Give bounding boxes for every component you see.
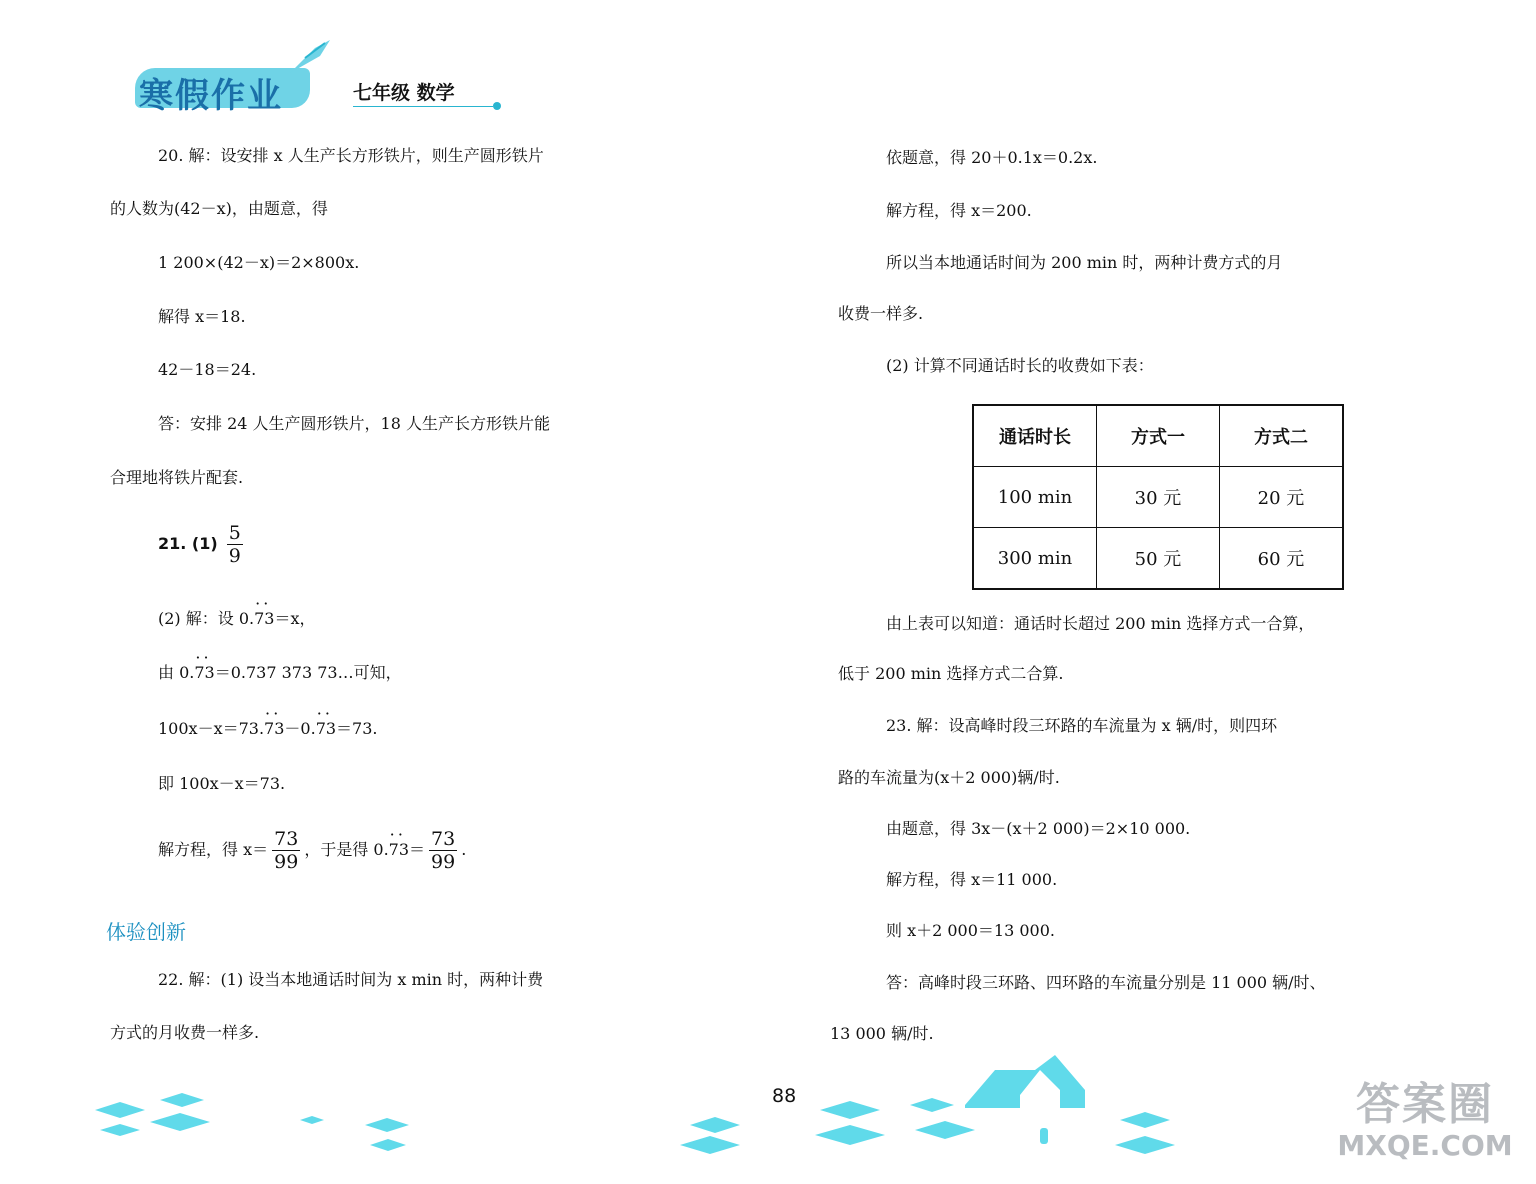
repeating-decimal: · · 73 xyxy=(194,663,214,682)
p22-line2: 方式的月收费一样多. xyxy=(110,1023,260,1042)
table-cell: 60 元 xyxy=(1220,528,1344,590)
table-cell: 300 min xyxy=(973,528,1097,590)
fraction-73-99: $\frac{73}{99}$ xyxy=(274,828,299,873)
table-cell: 20 元 xyxy=(1220,467,1344,528)
r-line13: 答：高峰时段三环路、四环路的车流量分别是 11 000 辆/时、 xyxy=(886,973,1326,992)
p20-line1: 20. 解：设安排 x 人生产长方形铁片，则生产圆形铁片 xyxy=(158,146,544,165)
p21-line4: 100x－x＝73.· · 73－0.· · 73＝73. xyxy=(158,716,378,739)
table-header: 通话时长 xyxy=(973,405,1097,467)
r-line14: 13 000 辆/时. xyxy=(830,1024,934,1043)
subject-label: 七年级 数学 xyxy=(353,82,455,104)
table-cell: 50 元 xyxy=(1097,528,1220,590)
footer-snow-decoration xyxy=(0,1050,1536,1184)
p21-line6: 解方程，得 x＝ $\frac{73}{99}$ ，于是得 0.· · 73＝ $\frac{73}{99}$ . xyxy=(158,828,466,873)
repeating-decimal: · · 73 xyxy=(389,840,409,859)
r-line11: 解方程，得 x＝11 000. xyxy=(886,870,1058,889)
table-cell: 100 min xyxy=(973,467,1097,528)
r-line7: 低于 200 min 选择方式二合算. xyxy=(838,664,1064,683)
table-header-row xyxy=(973,405,1343,467)
repeating-decimal: · · 73 xyxy=(316,719,336,738)
p20-line3: 1 200×(42－x)＝2×800x. xyxy=(158,253,360,272)
r-line8: 23. 解：设高峰时段三环路的车流量为 x 辆/时，则四环 xyxy=(886,716,1278,735)
r-line9: 路的车流量为(x＋2 000)辆/时. xyxy=(838,768,1060,787)
p20-line4: 解得 x＝18. xyxy=(158,307,246,326)
r-line5: (2) 计算不同通话时长的收费如下表： xyxy=(886,356,1154,375)
r-line2: 解方程，得 x＝200. xyxy=(886,201,1032,220)
p21-line3: 由 0.· · 73＝0.737 373 73…可知， xyxy=(158,660,402,683)
r-line6: 由上表可以知道：通话时长超过 200 min 选择方式一合算， xyxy=(886,614,1315,633)
p20-line7: 合理地将铁片配套. xyxy=(110,468,244,487)
table-header: 方式一 xyxy=(1097,405,1220,467)
watermark-title: 答案圈 xyxy=(1356,1079,1494,1130)
p20-line5: 42－18＝24. xyxy=(158,360,257,379)
fee-table xyxy=(972,404,1344,590)
table-cell: 30 元 xyxy=(1097,467,1220,528)
fraction-5-9: $\frac{5}{9}$ xyxy=(228,522,241,567)
repeating-decimal: · · 73 xyxy=(264,719,284,738)
r-line12: 则 x＋2 000＝13 000. xyxy=(886,921,1055,940)
table-row xyxy=(973,467,1343,528)
p20-line6: 答：安排 24 人生产圆形铁片，18 人生产长方形铁片能 xyxy=(158,414,550,433)
p21-line2: (2) 解：设 0.· · 73＝x， xyxy=(158,606,316,629)
table-header: 方式二 xyxy=(1220,405,1344,467)
table-row xyxy=(973,528,1343,590)
p20-line2: 的人数为(42－x)，由题意，得 xyxy=(110,199,328,218)
p21-label: 21. (1) xyxy=(158,534,218,553)
p22-line1: 22. 解：(1) 设当本地通话时间为 x min 时，两种计费 xyxy=(158,970,544,989)
p21-part1 xyxy=(158,522,247,567)
r-line10: 由题意，得 3x－(x＋2 000)＝2×10 000. xyxy=(886,819,1191,838)
header-underline xyxy=(353,106,493,107)
section-title: 体验创新 xyxy=(106,920,186,944)
logo-title: 寒假作业 xyxy=(139,76,283,116)
watermark-url: MXQE.COM xyxy=(1337,1129,1513,1162)
fraction-73-99: $\frac{73}{99}$ xyxy=(431,828,456,873)
r-line1: 依题意，得 20＋0.1x＝0.2x. xyxy=(886,148,1098,167)
r-line4: 收费一样多. xyxy=(838,304,924,323)
r-line3: 所以当本地通话时间为 200 min 时，两种计费方式的月 xyxy=(886,253,1283,272)
repeating-decimal: · · 73 xyxy=(254,609,274,628)
watermark xyxy=(1320,1080,1530,1162)
header-dot-icon xyxy=(493,102,501,110)
sparkle-icon xyxy=(285,38,335,78)
page-header xyxy=(135,60,515,120)
p21-line5: 即 100x－x＝73. xyxy=(158,774,286,793)
page-number: 88 xyxy=(772,1085,797,1107)
